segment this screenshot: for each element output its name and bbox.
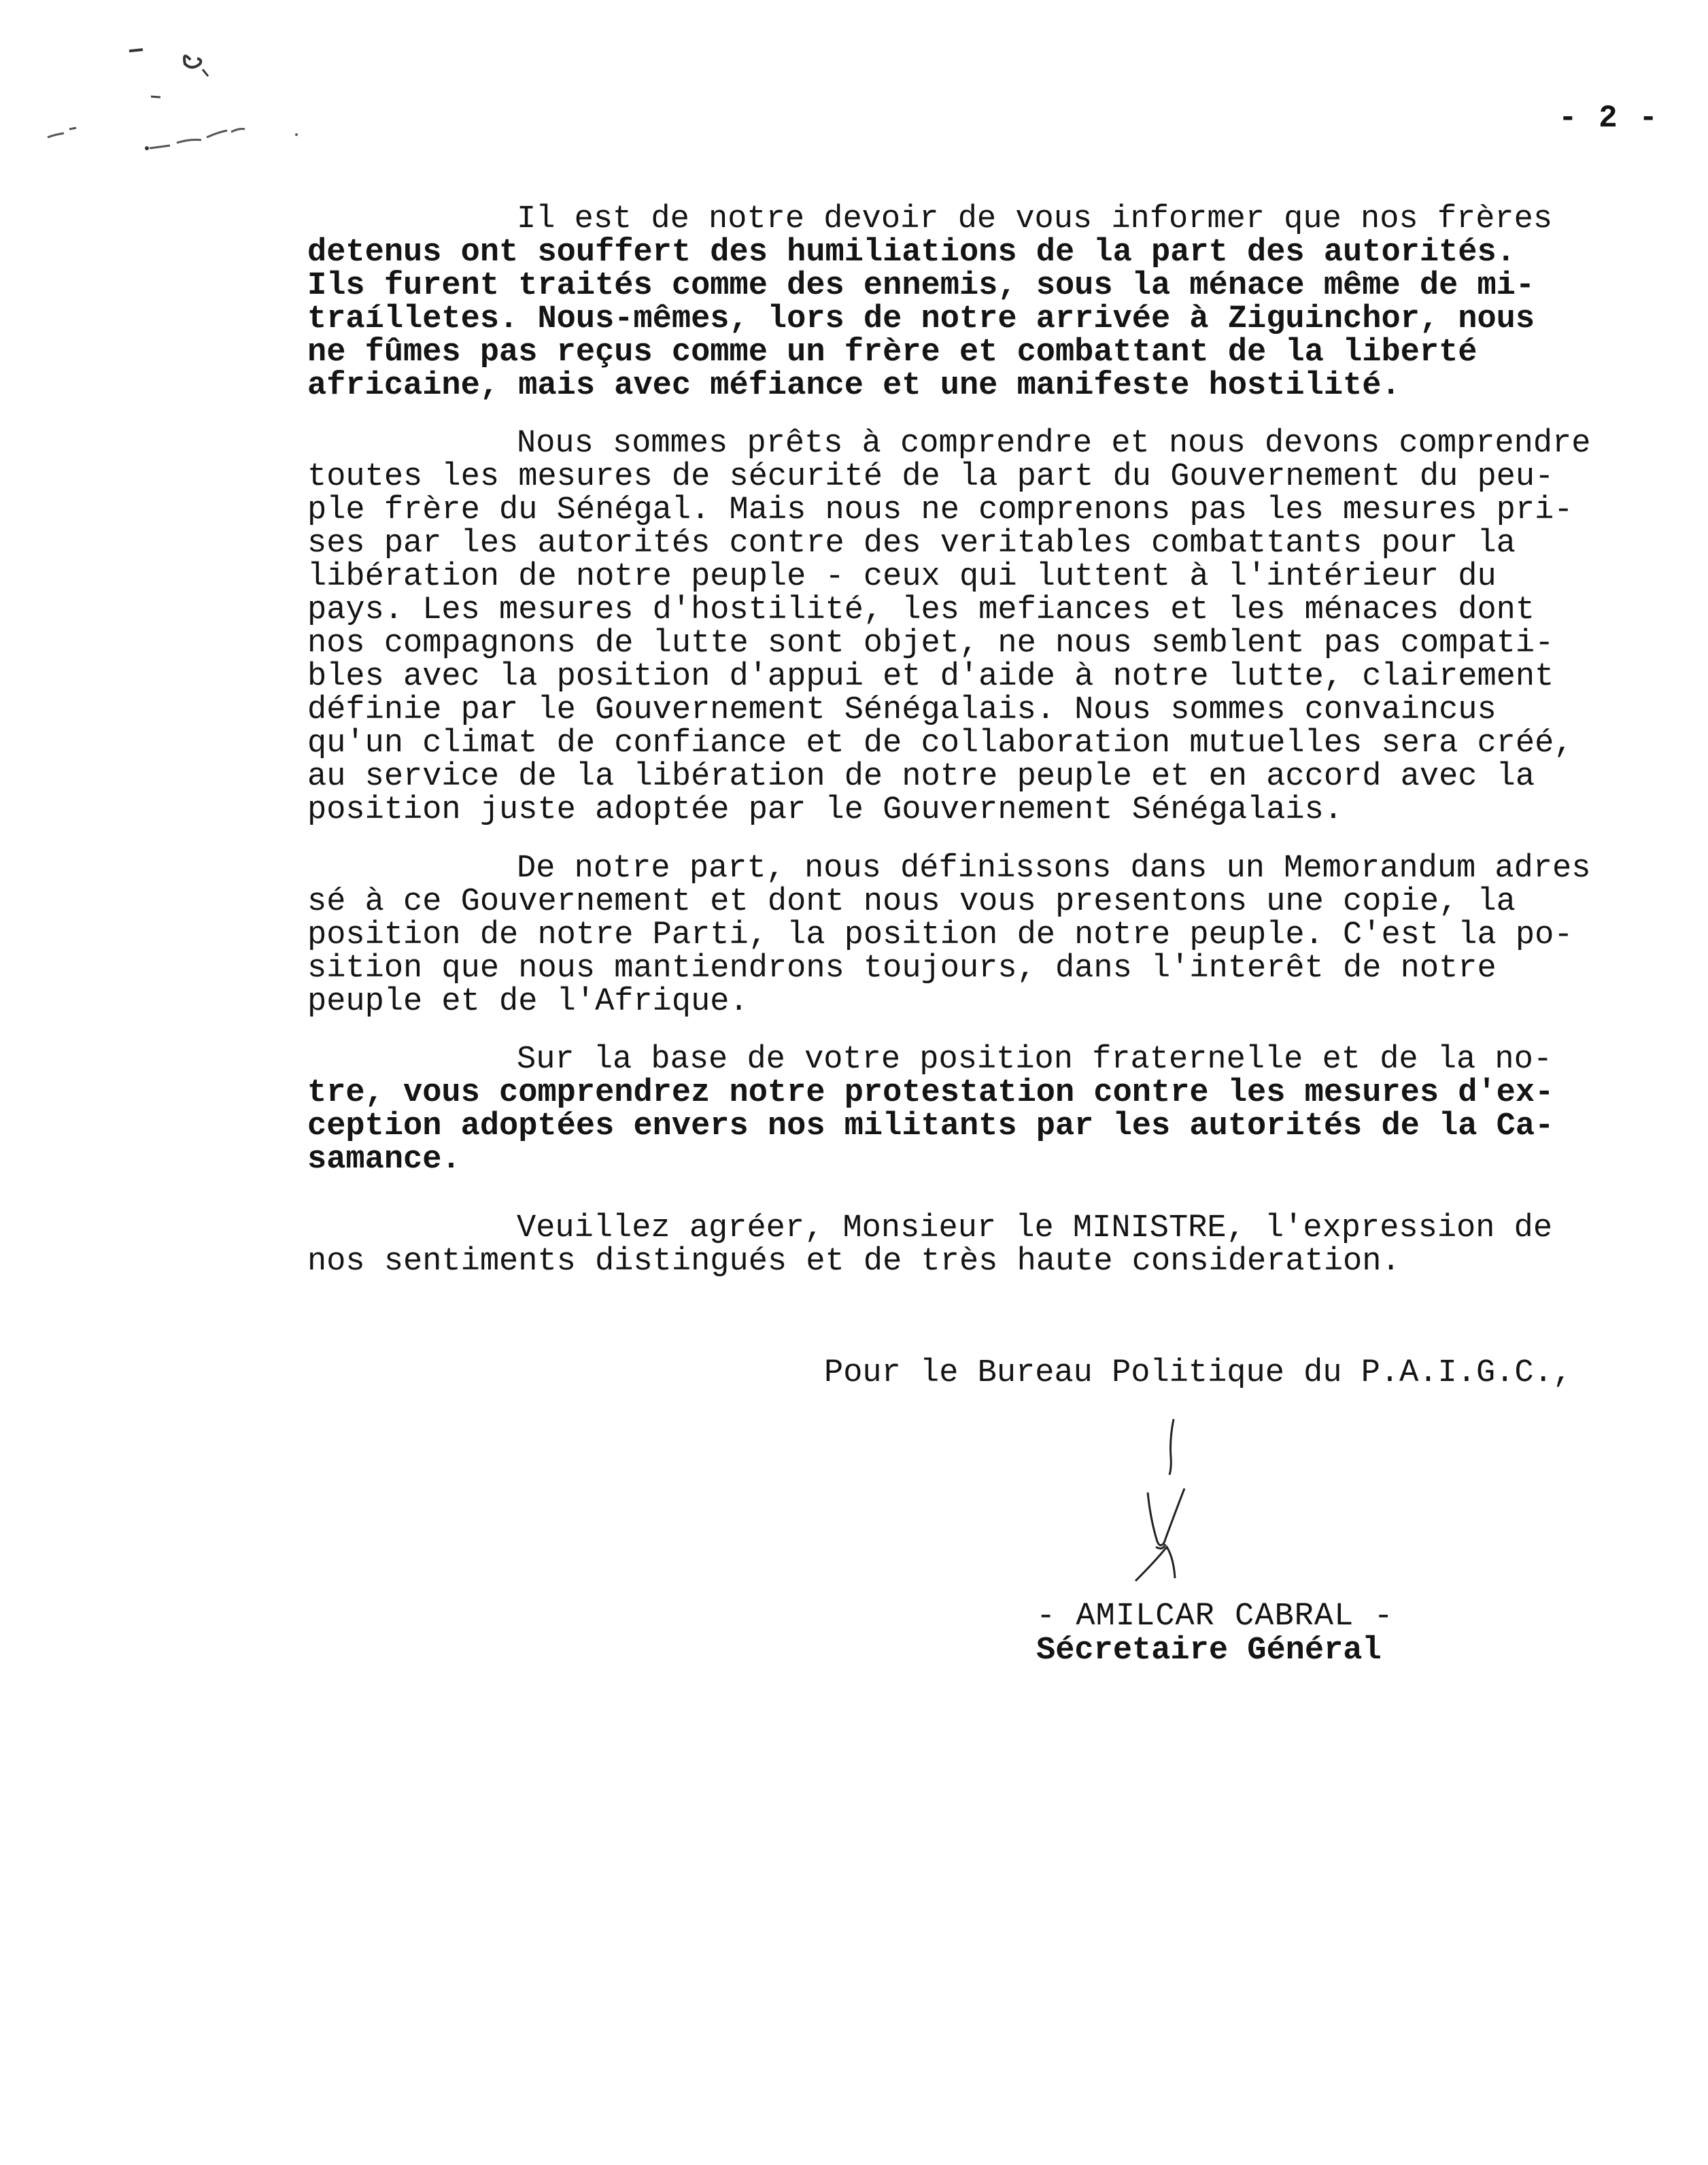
stray-ink-marks (27, 34, 299, 170)
body-line: position juste adoptée par le Gouvernement Sénégalais. (307, 792, 1344, 828)
body-line: bles avec la position d'appui et d'aide à notre lutte, clairement (307, 659, 1554, 695)
body-line: ne fûmes pas reçus comme un frère et combattant de la liberté (307, 335, 1478, 371)
body-line: sition que nous mantiendrons toujours, dans l'interêt de notre (307, 951, 1497, 987)
body-line: toutes les mesures de sécurité de la part du Gouvernement du peu- (307, 459, 1554, 495)
signatory-name: - AMILCAR CABRAL - (1036, 1599, 1394, 1635)
body-line: Veuillez agréer, Monsieur le MINISTRE, l'expression de (517, 1210, 1553, 1246)
body-line: libération de notre peuple - ceux qui luttent à l'intérieur du (307, 559, 1497, 595)
body-line: Il est de notre devoir de vous informer que nos frères (517, 201, 1553, 237)
body-line: De notre part, nous définissons dans un Memorandum adres (517, 851, 1591, 887)
body-line: ception adoptées envers nos militants par les autorités de la Ca- (307, 1108, 1554, 1144)
body-line: définie par le Gouvernement Sénégalais. Nous sommes convaincus (307, 692, 1497, 728)
body-line: tre, vous comprendrez notre protestation contre les mesures d'ex- (307, 1075, 1554, 1111)
body-line: pays. Les mesures d'hostilité, les mefiances et les ménaces dont (307, 592, 1535, 628)
body-line: ses par les autorités contre des veritables combattants pour la (307, 526, 1516, 562)
body-line: au service de la libération de notre peuple et en accord avec la (307, 759, 1535, 795)
body-line: position de notre Parti, la position de notre peuple. C'est la po- (307, 917, 1573, 953)
signatory-title: Sécretaire Général (1036, 1633, 1382, 1669)
body-line: traílletes. Nous-mêmes, lors de notre arrivée à Ziguinchor, nous (307, 301, 1535, 337)
body-line: detenus ont souffert des humiliations de la part des autorités. (307, 235, 1516, 271)
body-line: Sur la base de votre position fraternelle et de la no- (517, 1042, 1553, 1078)
body-line: samance. (307, 1142, 461, 1178)
body-line: qu'un climat de confiance et de collaboration mutuelles sera créé, (307, 726, 1573, 762)
body-line: africaine, mais avec méfiance et une manifeste hostilité. (307, 368, 1401, 404)
handwritten-signature (1108, 1411, 1217, 1595)
body-line: nos sentiments distingués et de très haute consideration. (307, 1244, 1401, 1280)
body-line: Ils furent traités comme des ennemis, sous la ménace même de mi- (307, 268, 1535, 304)
body-line: nos compagnons de lutte sont objet, ne nous semblent pas compati- (307, 626, 1554, 662)
body-line: peuple et de l'Afrique. (307, 984, 749, 1020)
closing-line: Pour le Bureau Politique du P.A.I.G.C., (824, 1355, 1572, 1391)
body-line: sé à ce Gouvernement et dont nous vous presentons une copie, la (307, 884, 1516, 920)
body-line: ple frère du Sénégal. Mais nous ne comprenons pas les mesures pri- (307, 492, 1573, 528)
page-number: - 2 - (1558, 101, 1659, 136)
body-line: Nous sommes prêts à comprendre et nous devons comprendre (517, 426, 1591, 462)
